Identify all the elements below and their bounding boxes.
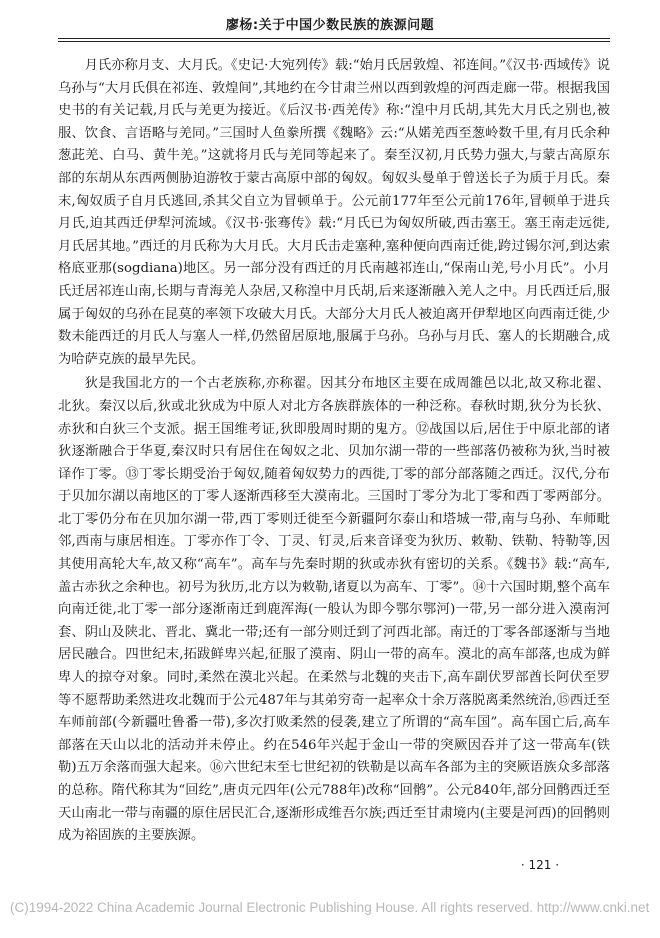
- paragraph-yuezhi: 月氏亦称月支、大月氏。《史记·大宛列传》载:“始月氏居敦煌、祁连间。”《汉书·西域传》说乌孙与“大月氏俱在祁连、敦煌间”,其地约在今甘肃兰州以西到敦煌的河西走廊一带。根据我国史书的有关记载,月氏与羌更为接近。《后汉书·西羌传》称:“湟中月氏胡,其先大月氏之别也,被服、饮食、言语略与羌同。”三国时人鱼豢所撰《魏略》云:“从婼羌西至葱岭数千里,有月氏余种葱茈羌、白马、黄牛羌。”这就将月氏与羌同等起来了。秦至汉初,月氏势力强大,与蒙古高原东部的东胡从东西两侧胁迫游牧于蒙古高原中部的匈奴。匈奴头曼单于曾送长子为质于月氏。秦末,匈奴质子自月氏逃回,杀其父自立为冒顿单于。公元前177年至公元前176年,冒顿单于进兵月氏,迫其西迁伊犁河流域。《汉书·张骞传》载:“月氏已为匈奴所破,西击塞王。塞王南走远徙,月氏居其地。”西迁的月氏称为大月氏。大月氏击走塞种,塞种便向西南迁徙,跨过锡尔河,到达索格底亚那(sogdiana)地区。另一部分没有西迁的月氏南越祁连山,“保南山羌,号小月氏”。小月氏迁居祁连山南,长期与青海羌人杂居,又称湟中月氏胡,后来逐渐融入羌人之中。月氏西迁后,服属于匈奴的乌孙在昆莫的率领下攻破大月氏。大部分大月氏人被迫离开伊犁地区向西南迁徙,少数未能西迁的月氏人与塞人一样,仍然留居原地,服属于乌孙。乌孙与月氏、塞人的长期融合,成为哈萨克族的最早先民。: [58, 58, 610, 367]
- page-number: · 121 ·: [520, 858, 560, 872]
- article-body: [58, 55, 610, 850]
- header-rule-top: [58, 38, 610, 39]
- paragraph-di: 狄是我国北方的一个古老族称,亦称翟。因其分布地区主要在成周雒邑以北,故又称北翟、北狄。秦汉以后,狄或北狄成为中原人对北方各族群族体的一种泛称。春秋时期,狄分为长狄、赤狄和白狄三个支派。据王国维考证,狄即殷周时期的鬼方。⑫战国以后,居住于中原北部的诸狄逐渐融合于华夏,秦汉时只有居住在匈奴之北、贝加尔湖一带的一些部落仍被称为狄,当时被译作丁零。⑬丁零长期受治于匈奴,随着匈奴势力的西徙,丁零的部分部落随之西迁。汉代,分布于贝加尔湖以南地区的丁零人逐渐西移至大漠南北。三国时丁零分为北丁零和西丁零两部分。北丁零仍分布在贝加尔湖一带,西丁零则迁徙至今新疆阿尔泰山和塔城一带,南与乌孙、车师毗邻,西南与康居相连。丁零亦作丁令、丁灵、钉灵,后来音译变为狄历、敕勒、铁勒、特勒等,因其使用高轮大车,故又称“高车”。高车与先秦时期的狄或赤狄有密切的关系。《魏书》载:“高车,盖古赤狄之余种也。初号为狄历,北方以为敕勒,诸夏以为高车、丁零”。⑭十六国时期,整个高车向南迁徙,北丁零一部分逐渐南迁到鹿浑海(一般认为即今鄂尔鄂河)一带,另一部分进入漠南河套、阴山及陕北、晋北、冀北一带;还有一部分则迁到了河西北部。南迁的丁零各部逐渐与当地居民融合。四世纪末,拓跋鲜卑兴起,征服了漠南、阴山一带的高车。漠北的高车部落,也成为鲜卑人的掠夺对象。同时,柔然在漠北兴起。在柔然与北魏的夹击下,高车副伏罗部酋长阿伏至罗等不愿帮助柔然进攻北魏而于公元487年与其弟穷奇一起率众十余万落脱离柔然统治,⑮西迁至车师前部(今新疆吐鲁番一带),多次打败柔然的侵袭,建立了所谓的“高车国”。高车国亡后,高车部落在天山以北的活动并未停止。约在546年兴起于金山一带的突厥因吞并了这一带高车(铁勒)五万余落而强大起来。⑯六世纪末至七世纪初的铁勒是以高车各部为主的突厥语族众多部落的总称。隋代称其为“回纥”,唐贞元四年(公元788年)改称“回鹘”。公元840年,部分回鹘西迁至天山南北一带与南疆的原住居民汇合,逐渐形成维吾尔族;西迁至甘肃境内(主要是河西)的回鹘则成为裕固族的主要族源。: [58, 376, 610, 844]
- running-header: 廖杨:关于中国少数民族的族源问题: [225, 18, 435, 33]
- header-rule-bottom: [58, 41, 610, 42]
- copyright-watermark: (C)1994-2022 China Academic Journal Electronic Publishing House. All rights reserved. http://www.cnki.net: [10, 900, 650, 915]
